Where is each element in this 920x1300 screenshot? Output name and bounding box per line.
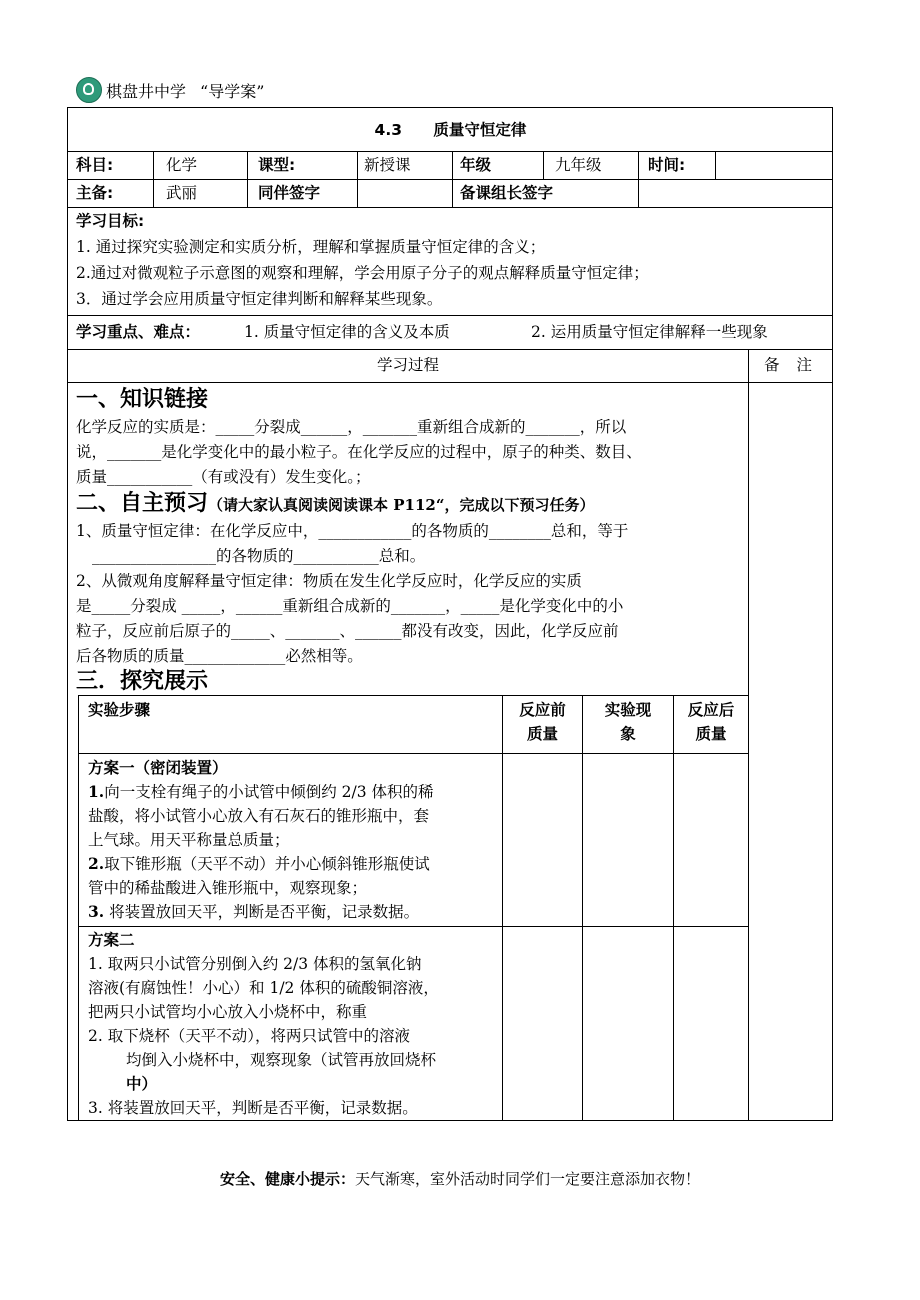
goal-item: 2.通过对微观粒子示意图的观察和理解，学会用原子分子的观点解释质量守恒定律； bbox=[76, 264, 649, 282]
rule bbox=[68, 179, 833, 180]
col-header-after: 反应后 质量 bbox=[687, 701, 735, 743]
lesson-table bbox=[67, 107, 833, 1121]
plan2-step: 中） bbox=[126, 1074, 158, 1093]
plan1-step: 2.取下锥形瓶（天平不动）并小心倾斜锥形瓶使试 bbox=[88, 854, 430, 873]
subject-label: 科目: bbox=[76, 156, 114, 174]
experiment-table bbox=[78, 695, 748, 1121]
grade-label: 年级 bbox=[460, 156, 492, 174]
plan1-step: 3. 将装置放回天平，判断是否平衡，记录数据。 bbox=[88, 902, 420, 921]
section2-line: 1、质量守恒定律：在化学反应中，____________的各物质的________总和，等于 bbox=[76, 522, 629, 540]
section2-line: 2、从微观角度解释量守恒定律：物质在发生化学反应时，化学反应的实质 bbox=[76, 572, 582, 590]
plan1-step: 盐酸，将小试管小心放入有石灰石的锥形瓶中，套 bbox=[88, 807, 430, 825]
notes-label: 备 注 bbox=[764, 356, 818, 374]
plan2-step: 均倒入小烧杯中，观察现象（试管再放回烧杯 bbox=[126, 1051, 437, 1069]
safety-tip-text: 天气渐寒，室外活动时同学们一定要注意添加衣物！ bbox=[355, 1170, 701, 1188]
plan1-title: 方案一（密闭装置） bbox=[88, 759, 228, 777]
key-point-2: 2. 运用质量守恒定律解释一些现象 bbox=[531, 323, 768, 341]
key-point-1: 1. 质量守恒定律的含义及本质 bbox=[244, 323, 450, 341]
rule bbox=[68, 315, 833, 316]
section2-heading: 二、自主预习 bbox=[76, 491, 209, 516]
plan2-step: 3. 将装置放回天平，判断是否平衡，记录数据。 bbox=[88, 1099, 418, 1117]
page-header bbox=[76, 76, 264, 104]
time-label: 时间: bbox=[648, 156, 686, 174]
school-logo-icon bbox=[76, 77, 102, 103]
safety-tip bbox=[0, 1168, 920, 1189]
section1-heading: 一、知识链接 bbox=[76, 387, 209, 412]
section2-heading-row bbox=[76, 489, 594, 520]
section1-line: 质量___________（有或没有）发生变化。； bbox=[76, 468, 371, 486]
process-label: 学习过程 bbox=[376, 356, 439, 374]
plan2-step: 把两只小试管均小心放入小烧杯中，称重 bbox=[88, 1003, 368, 1021]
plan2-step: 溶液(有腐蚀性！小心）和 1/2 体积的硫酸铜溶液， bbox=[88, 979, 439, 997]
section1-line: 化学反应的实质是：_____分裂成______，_______重新组合成新的_______，所以 bbox=[76, 418, 627, 436]
plan2-step: 1. 取两只小试管分别倒入约 2/3 体积的氢氧化钠 bbox=[88, 955, 422, 973]
plan1-step: 1.向一支栓有绳子的小试管中倾倒约 2/3 体积的稀 bbox=[88, 782, 434, 801]
goal-item: 3．通过学会应用质量守恒定律判断和解释某些现象。 bbox=[76, 290, 443, 308]
school-name: 棋盘井中学 bbox=[106, 81, 187, 101]
subject-value: 化学 bbox=[166, 156, 198, 174]
grade-value: 九年级 bbox=[555, 156, 602, 174]
section2-line: 后各物质的质量_____________必然相等。 bbox=[76, 647, 363, 665]
type-label: 课型: bbox=[258, 156, 296, 174]
plan2-title: 方案二 bbox=[88, 931, 135, 949]
col-header-phenomenon: 实验现 象 bbox=[604, 701, 652, 743]
rule bbox=[68, 151, 833, 152]
goal-item: 1. 通过探究实验测定和实质分析，理解和掌握质量守恒定律的含义； bbox=[76, 238, 546, 256]
peer-sign-label: 同伴签字 bbox=[258, 184, 321, 202]
rule bbox=[68, 349, 833, 350]
safety-tip-label: 安全、健康小提示： bbox=[219, 1170, 355, 1188]
section2-line: ________________的各物质的___________总和。 bbox=[92, 547, 426, 565]
plan1-step: 上气球。用天平称量总质量； bbox=[88, 831, 290, 849]
lesson-title bbox=[68, 118, 833, 142]
goals-label: 学习目标: bbox=[76, 212, 145, 230]
section1-line: 说，_______是化学变化中的最小粒子。在化学反应的过程中，原子的种类、数目、 bbox=[76, 443, 642, 461]
plan1-step: 管中的稀盐酸进入锥形瓶中，观察现象； bbox=[88, 879, 368, 897]
doc-type: “导学案” bbox=[200, 81, 265, 101]
col-header-before: 反应前 质量 bbox=[519, 701, 566, 743]
rule bbox=[68, 207, 833, 208]
lesson-number: 4.3 bbox=[374, 121, 403, 139]
section2-line: 是_____分裂成 _____，______重新组合成新的_______，_____是化学变化中的小 bbox=[76, 597, 624, 615]
section2-note: （请大家认真阅读阅读课本 P112“，完成以下预习任务） bbox=[208, 496, 595, 514]
author-label: 主备: bbox=[76, 184, 114, 202]
lesson-name: 质量守恒定律 bbox=[433, 121, 527, 139]
author-value: 武丽 bbox=[166, 184, 198, 202]
rule bbox=[68, 382, 833, 383]
plan2-step: 2. 取下烧杯（天平不动），将两只试管中的溶液 bbox=[88, 1027, 410, 1045]
section2-line: 粒子，反应前后原子的_____、_______、______都没有改变，因此，化学反应前 bbox=[76, 622, 619, 640]
leader-sign-label: 备课组长签字 bbox=[460, 184, 554, 202]
col-header-steps: 实验步骤 bbox=[88, 701, 151, 719]
key-points-label: 学习重点、难点： bbox=[76, 323, 201, 341]
section3-heading: 三．探究展示 bbox=[76, 669, 209, 694]
type-value: 新授课 bbox=[364, 156, 411, 174]
